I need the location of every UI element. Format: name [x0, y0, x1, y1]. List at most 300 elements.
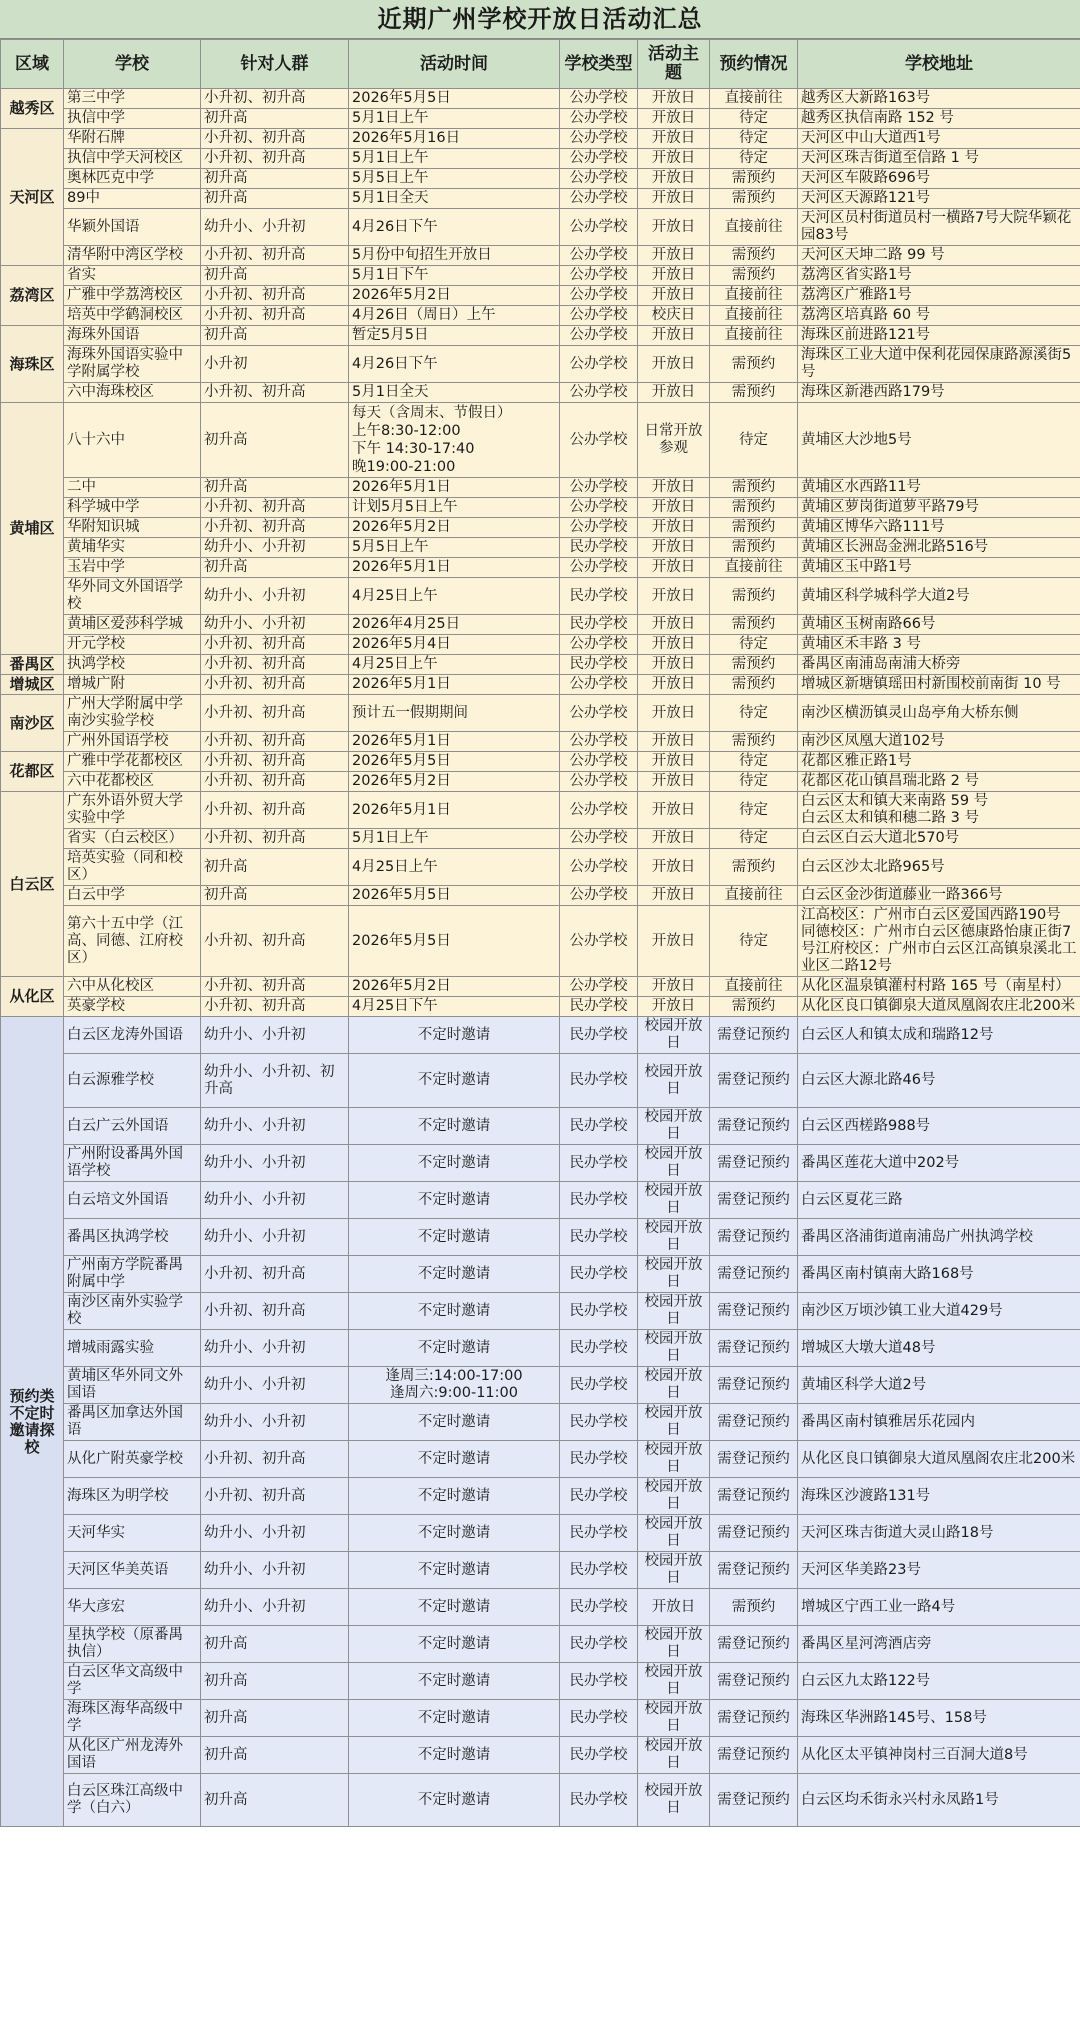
- booking-status: 需登记预约: [710, 1552, 798, 1589]
- region-cell: 海珠区: [1, 326, 64, 403]
- target-group: 幼升小、小升初: [201, 538, 349, 558]
- table-row: [1, 997, 1080, 1017]
- table-row: [1, 1182, 1080, 1219]
- table-row: [1, 906, 1080, 977]
- activity-time: 不定时邀请: [349, 1219, 560, 1256]
- school-type: 民办学校: [560, 1626, 638, 1663]
- activity-time: 不定时邀请: [349, 1478, 560, 1515]
- activity-time: 2026年5月2日: [349, 518, 560, 538]
- table-row: [1, 635, 1080, 655]
- school-type: 公办学校: [560, 849, 638, 886]
- school-name: 增城雨露实验: [64, 1330, 201, 1367]
- target-group: 小升初、初升高: [201, 752, 349, 772]
- school-address: 白云区西槎路988号: [798, 1108, 1080, 1145]
- activity-theme: 开放日: [638, 977, 710, 997]
- activity-time: 4月25日下午: [349, 997, 560, 1017]
- activity-theme: 开放日: [638, 169, 710, 189]
- booking-status: 待定: [710, 829, 798, 849]
- booking-status: 待定: [710, 772, 798, 792]
- school-name: 第三中学: [64, 89, 201, 109]
- school-name: 广雅中学荔湾校区: [64, 286, 201, 306]
- target-group: 初升高: [201, 169, 349, 189]
- activity-time: 暂定5月5日: [349, 326, 560, 346]
- table-row: [1, 403, 1080, 478]
- activity-theme: 开放日: [638, 326, 710, 346]
- activity-theme: 校园开放日: [638, 1404, 710, 1441]
- school-type: 公办学校: [560, 149, 638, 169]
- open-day-table: [0, 39, 1080, 1827]
- activity-time: 不定时邀请: [349, 1330, 560, 1367]
- school-address: 南沙区凤凰大道102号: [798, 732, 1080, 752]
- table-row: [1, 538, 1080, 558]
- school-type: 公办学校: [560, 89, 638, 109]
- school-name: 六中从化校区: [64, 977, 201, 997]
- table-row: [1, 578, 1080, 615]
- school-name: 华附知识城: [64, 518, 201, 538]
- booking-status: 直接前往: [710, 326, 798, 346]
- table-row: [1, 1219, 1080, 1256]
- activity-theme: 校园开放日: [638, 1108, 710, 1145]
- activity-time: 不定时邀请: [349, 1054, 560, 1108]
- school-name: 黄埔华实: [64, 538, 201, 558]
- school-name: 广州大学附属中学南沙实验学校: [64, 695, 201, 732]
- table-row: [1, 1589, 1080, 1626]
- school-type: 公办学校: [560, 286, 638, 306]
- activity-theme: 开放日: [638, 675, 710, 695]
- school-name: 广州南方学院番禺附属中学: [64, 1256, 201, 1293]
- booking-status: 需登记预约: [710, 1293, 798, 1330]
- activity-time: 2026年5月5日: [349, 886, 560, 906]
- school-type: 公办学校: [560, 129, 638, 149]
- booking-status: 待定: [710, 403, 798, 478]
- school-name: 星执学校（原番禺执信）: [64, 1626, 201, 1663]
- activity-theme: 开放日: [638, 189, 710, 209]
- table-row: [1, 1478, 1080, 1515]
- table-row: [1, 326, 1080, 346]
- school-address: 黄埔区大沙地5号: [798, 403, 1080, 478]
- school-type: 公办学校: [560, 209, 638, 246]
- table-row: [1, 209, 1080, 246]
- booking-status: 需预约: [710, 997, 798, 1017]
- school-name: 培英实验（同和校区）: [64, 849, 201, 886]
- school-type: 民办学校: [560, 1054, 638, 1108]
- school-type: 公办学校: [560, 403, 638, 478]
- school-name: 海珠区为明学校: [64, 1478, 201, 1515]
- table-row: [1, 1737, 1080, 1774]
- school-type: 民办学校: [560, 578, 638, 615]
- booking-status: 需预约: [710, 169, 798, 189]
- school-type: 公办学校: [560, 189, 638, 209]
- school-name: 清华附中湾区学校: [64, 246, 201, 266]
- booking-status: 需预约: [710, 849, 798, 886]
- booking-status: 需登记预约: [710, 1626, 798, 1663]
- school-type: 公办学校: [560, 695, 638, 732]
- booking-status: 待定: [710, 635, 798, 655]
- table-row: [1, 1700, 1080, 1737]
- activity-theme: 校园开放日: [638, 1017, 710, 1054]
- school-address: 从化区太平镇神岗村三百洞大道8号: [798, 1737, 1080, 1774]
- school-address: 增城区新塘镇瑶田村新围校前南街 10 号: [798, 675, 1080, 695]
- target-group: 初升高: [201, 1700, 349, 1737]
- school-type: 民办学校: [560, 1330, 638, 1367]
- booking-status: 直接前往: [710, 286, 798, 306]
- school-address: 海珠区华洲路145号、158号: [798, 1700, 1080, 1737]
- target-group: 小升初、初升高: [201, 498, 349, 518]
- table-row: [1, 1626, 1080, 1663]
- target-group: 小升初、初升高: [201, 675, 349, 695]
- table-header: [1, 40, 1080, 89]
- target-group: 初升高: [201, 1774, 349, 1827]
- activity-theme: 开放日: [638, 792, 710, 829]
- target-group: 初升高: [201, 266, 349, 286]
- school-type: 公办学校: [560, 675, 638, 695]
- school-address: 白云区大源北路46号: [798, 1054, 1080, 1108]
- target-group: 小升初、初升高: [201, 518, 349, 538]
- school-name: 增城广附: [64, 675, 201, 695]
- school-type: 民办学校: [560, 615, 638, 635]
- table-row: [1, 1404, 1080, 1441]
- activity-theme: 开放日: [638, 109, 710, 129]
- activity-theme: 开放日: [638, 286, 710, 306]
- school-address: 越秀区大新路163号: [798, 89, 1080, 109]
- activity-time: 5月1日下午: [349, 266, 560, 286]
- school-address: 荔湾区广雅路1号: [798, 286, 1080, 306]
- activity-theme: 校园开放日: [638, 1478, 710, 1515]
- booking-status: 需登记预约: [710, 1017, 798, 1054]
- activity-time: 4月26日下午: [349, 346, 560, 383]
- header-address: 学校地址: [798, 40, 1080, 89]
- school-type: 公办学校: [560, 886, 638, 906]
- target-group: 小升初、初升高: [201, 89, 349, 109]
- activity-time: 2026年5月1日: [349, 792, 560, 829]
- header-type: 学校类型: [560, 40, 638, 89]
- invite-school-section: [1, 1017, 1080, 1827]
- target-group: 初升高: [201, 558, 349, 578]
- target-group: 小升初、初升高: [201, 906, 349, 977]
- target-group: 小升初、初升高: [201, 655, 349, 675]
- activity-time: 5月1日上午: [349, 109, 560, 129]
- school-address: 黄埔区玉中路1号: [798, 558, 1080, 578]
- region-cell: 花都区: [1, 752, 64, 792]
- school-name: 省实（白云校区）: [64, 829, 201, 849]
- school-type: 公办学校: [560, 635, 638, 655]
- school-name: 开元学校: [64, 635, 201, 655]
- school-type: 民办学校: [560, 1515, 638, 1552]
- target-group: 小升初、初升高: [201, 129, 349, 149]
- school-address: 白云区九太路122号: [798, 1663, 1080, 1700]
- activity-time: 不定时邀请: [349, 1017, 560, 1054]
- school-address: 黄埔区科学大道2号: [798, 1367, 1080, 1404]
- booking-status: 需登记预约: [710, 1737, 798, 1774]
- booking-status: 待定: [710, 129, 798, 149]
- activity-theme: 校园开放日: [638, 1515, 710, 1552]
- school-name: 执鸿学校: [64, 655, 201, 675]
- booking-status: 待定: [710, 792, 798, 829]
- table-row: [1, 383, 1080, 403]
- activity-time: 4月26日下午: [349, 209, 560, 246]
- school-address: 白云区人和镇太成和瑞路12号: [798, 1017, 1080, 1054]
- activity-theme: 开放日: [638, 149, 710, 169]
- activity-theme: 开放日: [638, 578, 710, 615]
- table-row: [1, 129, 1080, 149]
- school-type: 民办学校: [560, 1293, 638, 1330]
- booking-status: 需预约: [710, 615, 798, 635]
- target-group: 小升初、初升高: [201, 1478, 349, 1515]
- school-address: 南沙区万顷沙镇工业大道429号: [798, 1293, 1080, 1330]
- booking-status: 需预约: [710, 346, 798, 383]
- target-group: 小升初、初升高: [201, 286, 349, 306]
- school-name: 从化区广州龙涛外国语: [64, 1737, 201, 1774]
- school-name: 培英中学鹤洞校区: [64, 306, 201, 326]
- activity-theme: 校园开放日: [638, 1182, 710, 1219]
- school-type: 民办学校: [560, 1663, 638, 1700]
- booking-status: 待定: [710, 906, 798, 977]
- activity-time: 2026年5月5日: [349, 752, 560, 772]
- activity-theme: 开放日: [638, 518, 710, 538]
- booking-status: 需预约: [710, 383, 798, 403]
- school-name: 黄埔区爱莎科学城: [64, 615, 201, 635]
- booking-status: 需预约: [710, 498, 798, 518]
- school-address: 从化区良口镇御泉大道凤凰阁农庄北200米: [798, 1441, 1080, 1478]
- school-address: 白云区太和镇大来南路 59 号 白云区太和镇和穗二路 3 号: [798, 792, 1080, 829]
- school-name: 广东外语外贸大学实验中学: [64, 792, 201, 829]
- activity-time: 2026年4月25日: [349, 615, 560, 635]
- school-name: 奥林匹克中学: [64, 169, 201, 189]
- activity-theme: 开放日: [638, 1589, 710, 1626]
- activity-theme: 开放日: [638, 886, 710, 906]
- school-type: 民办学校: [560, 1589, 638, 1626]
- school-type: 民办学校: [560, 1478, 638, 1515]
- booking-status: 待定: [710, 109, 798, 129]
- activity-time: 不定时邀请: [349, 1700, 560, 1737]
- activity-theme: 校园开放日: [638, 1293, 710, 1330]
- activity-time: 2026年5月2日: [349, 286, 560, 306]
- table-row: [1, 346, 1080, 383]
- activity-theme: 开放日: [638, 695, 710, 732]
- header-theme: 活动主题: [638, 40, 710, 89]
- school-address: 天河区员村街道员村一横路7号大院华颖花园83号: [798, 209, 1080, 246]
- target-group: 初升高: [201, 326, 349, 346]
- activity-theme: 开放日: [638, 772, 710, 792]
- school-type: 民办学校: [560, 1108, 638, 1145]
- table-row: [1, 518, 1080, 538]
- booking-status: 直接前往: [710, 209, 798, 246]
- school-address: 黄埔区萝岗街道萝平路79号: [798, 498, 1080, 518]
- activity-time: 不定时邀请: [349, 1108, 560, 1145]
- booking-status: 需登记预约: [710, 1404, 798, 1441]
- booking-status: 直接前往: [710, 558, 798, 578]
- target-group: 初升高: [201, 403, 349, 478]
- activity-theme: 开放日: [638, 478, 710, 498]
- school-type: 公办学校: [560, 558, 638, 578]
- header-school: 学校: [64, 40, 201, 89]
- booking-status: 需预约: [710, 518, 798, 538]
- school-type: 公办学校: [560, 829, 638, 849]
- school-address: 番禺区莲花大道中202号: [798, 1145, 1080, 1182]
- activity-time: 每天（含周末、节假日） 上午8:30-12:00 下午 14:30-17:40 晚19:00-21:00: [349, 403, 560, 478]
- region-cell: 从化区: [1, 977, 64, 1017]
- school-type: 公办学校: [560, 383, 638, 403]
- activity-theme: 开放日: [638, 89, 710, 109]
- activity-time: 2026年5月5日: [349, 906, 560, 977]
- region-cell: 预约类不定时邀请探校: [1, 1017, 64, 1827]
- booking-status: 需预约: [710, 266, 798, 286]
- table-row: [1, 772, 1080, 792]
- school-type: 公办学校: [560, 498, 638, 518]
- school-address: 从化区良口镇御泉大道凤凰阁农庄北200米: [798, 997, 1080, 1017]
- school-address: 江高校区：广州市白云区爱国西路190号 同德校区：广州市白云区德康路怡康正街7号江府校区：广州市白云区江高镇泉溪北工业区二路12号: [798, 906, 1080, 977]
- booking-status: 需预约: [710, 1589, 798, 1626]
- school-name: 华附石牌: [64, 129, 201, 149]
- table-row: [1, 732, 1080, 752]
- region-cell: 番禺区: [1, 655, 64, 675]
- header-region: 区域: [1, 40, 64, 89]
- activity-theme: 开放日: [638, 615, 710, 635]
- activity-time: 5月1日全天: [349, 189, 560, 209]
- school-type: 公办学校: [560, 326, 638, 346]
- activity-time: 不定时邀请: [349, 1737, 560, 1774]
- target-group: 初升高: [201, 1663, 349, 1700]
- activity-theme: 开放日: [638, 635, 710, 655]
- school-address: 天河区中山大道西1号: [798, 129, 1080, 149]
- school-type: 民办学校: [560, 1256, 638, 1293]
- target-group: 幼升小、小升初: [201, 1552, 349, 1589]
- activity-time: 计划5月5日上午: [349, 498, 560, 518]
- school-name: 广雅中学花都校区: [64, 752, 201, 772]
- target-group: 幼升小、小升初: [201, 1330, 349, 1367]
- school-name: 广州附设番禺外国语学校: [64, 1145, 201, 1182]
- school-address: 海珠区沙渡路131号: [798, 1478, 1080, 1515]
- school-name: 第六十五中学（江高、同德、江府校区）: [64, 906, 201, 977]
- activity-theme: 校园开放日: [638, 1626, 710, 1663]
- activity-time: 2026年5月5日: [349, 89, 560, 109]
- school-address: 白云区夏花三路: [798, 1182, 1080, 1219]
- school-type: 民办学校: [560, 1404, 638, 1441]
- activity-theme: 开放日: [638, 906, 710, 977]
- activity-time: 不定时邀请: [349, 1293, 560, 1330]
- activity-theme: 校园开放日: [638, 1552, 710, 1589]
- school-address: 花都区花山镇昌瑞北路 2 号: [798, 772, 1080, 792]
- target-group: 幼升小、小升初: [201, 1515, 349, 1552]
- booking-status: 需预约: [710, 246, 798, 266]
- target-group: 小升初、初升高: [201, 1256, 349, 1293]
- booking-status: 需登记预约: [710, 1108, 798, 1145]
- booking-status: 需登记预约: [710, 1700, 798, 1737]
- target-group: 初升高: [201, 1737, 349, 1774]
- table-row: [1, 286, 1080, 306]
- school-address: 番禺区南浦岛南浦大桥旁: [798, 655, 1080, 675]
- school-address: 花都区雅正路1号: [798, 752, 1080, 772]
- school-name: 海珠区海华高级中学: [64, 1700, 201, 1737]
- school-type: 民办学校: [560, 1145, 638, 1182]
- school-name: 南沙区南外实验学校: [64, 1293, 201, 1330]
- school-type: 公办学校: [560, 772, 638, 792]
- activity-theme: 开放日: [638, 752, 710, 772]
- school-type: 公办学校: [560, 266, 638, 286]
- school-type: 公办学校: [560, 306, 638, 326]
- school-name: 八十六中: [64, 403, 201, 478]
- activity-time: 2026年5月2日: [349, 772, 560, 792]
- booking-status: 需预约: [710, 675, 798, 695]
- table-row: [1, 1663, 1080, 1700]
- target-group: 小升初、初升高: [201, 383, 349, 403]
- activity-time: 不定时邀请: [349, 1515, 560, 1552]
- activity-theme: 开放日: [638, 246, 710, 266]
- table-row: [1, 1330, 1080, 1367]
- activity-time: 不定时邀请: [349, 1774, 560, 1827]
- target-group: 幼升小、小升初: [201, 1017, 349, 1054]
- activity-time: 逢周三:14:00-17:00 逢周六:9:00-11:00: [349, 1367, 560, 1404]
- booking-status: 直接前往: [710, 306, 798, 326]
- school-type: 民办学校: [560, 1441, 638, 1478]
- school-type: 公办学校: [560, 518, 638, 538]
- school-address: 白云区沙太北路965号: [798, 849, 1080, 886]
- header-booking: 预约情况: [710, 40, 798, 89]
- activity-time: 4月25日上午: [349, 849, 560, 886]
- header-row: [1, 40, 1080, 89]
- school-type: 民办学校: [560, 1182, 638, 1219]
- target-group: 幼升小、小升初: [201, 1589, 349, 1626]
- target-group: 初升高: [201, 109, 349, 129]
- school-type: 民办学校: [560, 1367, 638, 1404]
- table-row: [1, 149, 1080, 169]
- activity-theme: 开放日: [638, 383, 710, 403]
- target-group: 幼升小、小升初、初升高: [201, 1054, 349, 1108]
- school-address: 海珠区新港西路179号: [798, 383, 1080, 403]
- school-type: 公办学校: [560, 906, 638, 977]
- booking-status: 需登记预约: [710, 1182, 798, 1219]
- public-school-section: [1, 89, 1080, 1017]
- target-group: 小升初、初升高: [201, 149, 349, 169]
- school-type: 民办学校: [560, 997, 638, 1017]
- school-type: 公办学校: [560, 346, 638, 383]
- activity-time: 5月1日上午: [349, 149, 560, 169]
- school-name: 从化广附英豪学校: [64, 1441, 201, 1478]
- school-name: 华外同文外国语学校: [64, 578, 201, 615]
- school-name: 89中: [64, 189, 201, 209]
- activity-time: 4月26日（周日）上午: [349, 306, 560, 326]
- target-group: 小升初、初升高: [201, 635, 349, 655]
- school-name: 白云区华文高级中学: [64, 1663, 201, 1700]
- target-group: 幼升小、小升初: [201, 1219, 349, 1256]
- booking-status: 需预约: [710, 655, 798, 675]
- target-group: 小升初、初升高: [201, 829, 349, 849]
- target-group: 小升初、初升高: [201, 306, 349, 326]
- school-address: 黄埔区博华六路111号: [798, 518, 1080, 538]
- table-row: [1, 1293, 1080, 1330]
- activity-time: 不定时邀请: [349, 1589, 560, 1626]
- booking-status: 待定: [710, 695, 798, 732]
- activity-theme: 开放日: [638, 732, 710, 752]
- school-name: 英豪学校: [64, 997, 201, 1017]
- region-cell: 越秀区: [1, 89, 64, 129]
- school-name: 黄埔区华外同文外国语: [64, 1367, 201, 1404]
- school-type: 民办学校: [560, 1700, 638, 1737]
- activity-time: 5月份中旬招生开放日: [349, 246, 560, 266]
- school-address: 从化区温泉镇灌村村路 165 号（南星村）: [798, 977, 1080, 997]
- table-row: [1, 675, 1080, 695]
- activity-theme: 校园开放日: [638, 1737, 710, 1774]
- school-address: 番禺区南村镇南大路168号: [798, 1256, 1080, 1293]
- table-row: [1, 498, 1080, 518]
- school-address: 荔湾区培真路 60 号: [798, 306, 1080, 326]
- booking-status: 需登记预约: [710, 1330, 798, 1367]
- school-name: 白云中学: [64, 886, 201, 906]
- school-name: 六中花都校区: [64, 772, 201, 792]
- booking-status: 直接前往: [710, 886, 798, 906]
- target-group: 初升高: [201, 886, 349, 906]
- booking-status: 待定: [710, 149, 798, 169]
